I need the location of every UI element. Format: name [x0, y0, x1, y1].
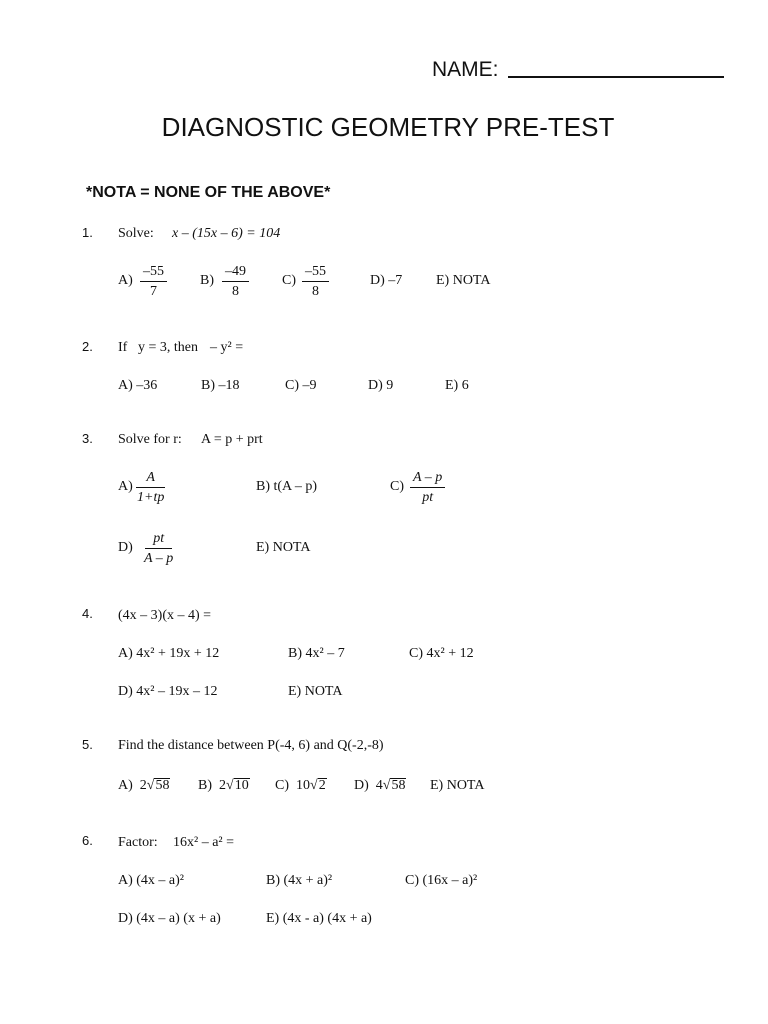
fraction-denominator: 7: [150, 284, 157, 299]
sqrt-icon: √: [226, 778, 234, 793]
question-prompt: Find the distance between P(-4, 6) and Q(-2,-8): [118, 738, 384, 753]
choice-b: B) t(A – p): [256, 479, 318, 494]
choice-c-label: C): [282, 273, 296, 288]
fraction-denominator: A – p: [144, 551, 174, 566]
choice-a-fraction: [134, 470, 167, 505]
choice-d: D) 4x² – 19x – 12: [118, 684, 218, 699]
question-equation: A = p + prt: [201, 432, 263, 447]
choice-b: B) 4x² – 7: [288, 646, 345, 661]
radicand: 58: [391, 778, 406, 793]
nota-note: *NOTA = NONE OF THE ABOVE*: [86, 184, 331, 201]
fraction-numerator: –49: [222, 264, 249, 282]
question-prompt: Solve:: [118, 226, 154, 241]
question-prompt: Factor:: [118, 835, 158, 850]
choice-label: A): [118, 778, 133, 793]
choice-c-fraction: [302, 264, 329, 299]
choice-e: E) NOTA: [288, 684, 343, 699]
fraction-denominator: 8: [312, 284, 319, 299]
fraction-numerator: –55: [302, 264, 329, 282]
choice-b-label: B): [200, 273, 214, 288]
name-label: NAME:: [432, 58, 499, 81]
question-number: 1.: [82, 225, 93, 240]
fraction-denominator: 1+tp: [137, 490, 165, 505]
question-equation: x – (15x – 6) = 104: [172, 226, 281, 241]
choice-e: E) 6: [445, 378, 469, 393]
choice-e: E) (4x - a) (4x + a): [266, 911, 372, 926]
choice-d-label: D): [118, 540, 133, 555]
question-number: 5.: [82, 737, 93, 752]
fraction-denominator: 8: [232, 284, 239, 299]
choice-label: B): [198, 778, 212, 793]
choice-a: [118, 778, 170, 794]
choice-c: [275, 778, 327, 794]
question-prompt: Solve for r:: [118, 432, 182, 447]
fraction-numerator: A: [136, 470, 165, 488]
choice-e: E) NOTA: [430, 778, 485, 793]
choice-c: C) –9: [285, 378, 317, 393]
choice-b: B) –18: [201, 378, 240, 393]
page-title: DIAGNOSTIC GEOMETRY PRE-TEST: [161, 112, 615, 142]
question-prompt: If: [118, 340, 128, 355]
radical-coefficient: 4: [375, 778, 383, 793]
choice-d: D) 9: [368, 378, 394, 393]
fraction-numerator: pt: [145, 531, 172, 549]
choice-label: D): [354, 778, 369, 793]
choice-c: C) (16x – a)²: [405, 873, 478, 888]
fraction-numerator: –55: [140, 264, 167, 282]
question-number: 6.: [82, 833, 93, 848]
choice-d: [354, 778, 406, 794]
radicand: 58: [155, 778, 170, 793]
sqrt-icon: √: [382, 778, 391, 793]
question-condition: y = 3, then: [138, 340, 198, 355]
choice-c-label: C): [390, 479, 404, 494]
question-number: 2.: [82, 339, 93, 354]
radicand: 2: [318, 778, 326, 793]
question-expression: (4x – 3)(x – 4) =: [118, 608, 212, 623]
sqrt-icon: √: [310, 778, 318, 793]
choice-e: E) NOTA: [256, 540, 311, 555]
choice-c: C) 4x² + 12: [409, 646, 474, 661]
choice-b: B) (4x + a)²: [266, 873, 333, 888]
choice-d: D) (4x – a) (x + a): [118, 911, 221, 926]
radical-coefficient: 2: [219, 778, 226, 793]
choice-c-fraction: [410, 470, 445, 505]
choice-d: D) –7: [370, 273, 403, 288]
sqrt-icon: √: [146, 778, 155, 793]
question-expression: 16x² – a² =: [173, 835, 235, 850]
question-expression: – y² =: [210, 340, 244, 355]
question-number: 4.: [82, 606, 93, 621]
choice-a: A) –36: [118, 378, 158, 393]
choice-d-fraction: [141, 531, 176, 566]
question-number: 3.: [82, 431, 93, 446]
radical-coefficient: 10: [296, 778, 310, 793]
choice-a-label: A): [118, 479, 133, 494]
choice-b: [198, 778, 250, 794]
fraction-denominator: pt: [422, 490, 434, 505]
choice-a-fraction: [140, 264, 167, 299]
choice-a: A) (4x – a)²: [118, 873, 185, 888]
radicand: 10: [234, 778, 249, 793]
choice-label: C): [275, 778, 289, 793]
fraction-numerator: A – p: [410, 470, 445, 488]
choice-a: A) 4x² + 19x + 12: [118, 646, 220, 661]
choice-b-fraction: [222, 264, 249, 299]
name-blank-line[interactable]: [508, 76, 724, 78]
choice-a-label: A): [118, 273, 133, 288]
radical-coefficient: 2: [139, 778, 147, 793]
choice-e: E) NOTA: [436, 273, 491, 288]
